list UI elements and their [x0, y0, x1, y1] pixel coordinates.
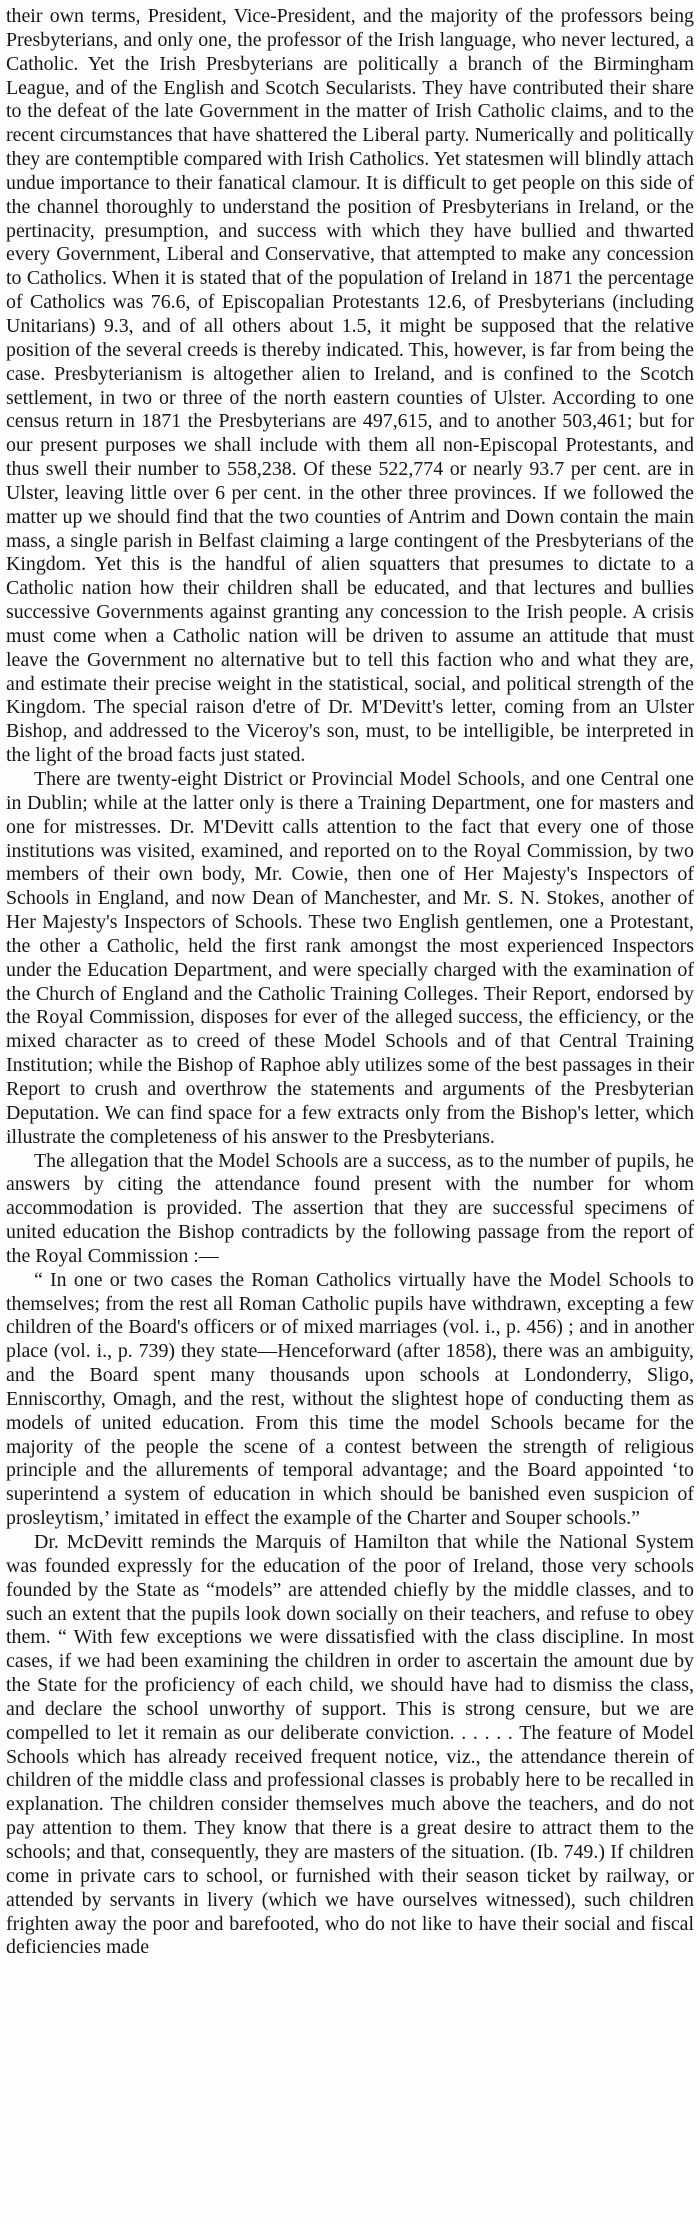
paragraph-middle-classes: Dr. McDevitt reminds the Marquis of Hamilton that while the National System was founded expressly for the education of the poor of Ireland, those very schools founded by the State as “models” are attended chiefly by the middle classes, and to such an extent that the pupils look down socially on their teachers, and refuse to obey them. “ With few exceptions we were dissatisfied with the class discipline. In most cases, if we had been examining the children in order to ascertain the amount due by the State for the proficiency of each child, we should have had to dismiss the class, and declare the school unworthy of support. This is strong censure, but we are compelled to let it remain as our deliberate conviction. . . . . . The feature of Model Schools which has already received frequent notice, viz., the attendance therein of children of the middle class and professional classes is probably here to be recalled in explanation. The children consider themselves much above the teachers, and do not pay attention to them. They know that there is a great desire to attract them to the schools; and that, consequently, they are masters of the situation. (Ib. 749.) If children come in private cars to school, or furnished with their season ticket by railway, or attended by servants in livery (which we have ourselves witnessed), such children frighten away the poor and barefooted, who do not like to have their social and fiscal deficiencies made	[6, 1531, 694, 1959]
paragraph-allegation-success: The allegation that the Model Schools are a success, as to the number of pupils, he answers by citing the attendance found present with the number for whom accommodation is provided. The assertion that they are successful specimens of united education the Bishop contradicts by the following passage from the report of the Royal Commission :—	[6, 1149, 694, 1267]
paragraph-royal-commission-quote: “ In one or two cases the Roman Catholics virtually have the Model Schools to themselves; from the rest all Roman Catholic pupils have withdrawn, excepting a few children of the Board's officers or of mixed marriages (vol. i., p. 456) ; and in another place (vol. i., p. 739) they state—Henceforward (after 1858), there was an ambiguity, and the Board spent many thousands upon schools at Londonderry, Sligo, Enniscorthy, Omagh, and the rest, without the slightest hope of conducting them as models of united education. From this time the model Schools became for the majority of the people the scene of a contest between the strength of religious principle and the allurements of temporal advantage; and the Board appointed ‘to superintend a system of education in which should be banished even suspicion of proslеytism,’ imitated in effect the example of the Charter and Souper schools.”	[6, 1268, 694, 1530]
paragraph-model-schools-report: There are twenty-eight District or Provincial Model Schools, and one Central one in Dublin; while at the latter only is there a Training Department, one for masters and one for mistresses. Dr. M'Devitt calls attention to the fact that every one of those institutions was visited, examined, and reported on to the Royal Commission, by two members of their own body, Mr. Cowie, then one of Her Majesty's Inspectors of Schools in England, and now Dean of Manchester, and Mr. S. N. Stokes, another of Her Majesty's Inspectors of Schools. These two English gentlemen, one a Protestant, the other a Catholic, held the first rank amongst the most experienced Inspectors under the Education Department, and were specially charged with the examination of the Church of England and the Catholic Training Colleges. Their Report, endorsed by the Royal Commission, disposes for ever of the alleged success, the efficiency, or the mixed character as to creed of these Model Schools and of that Central Training Institution; while the Bishop of Raphoe ably utilizes some of the best passages in their Report to crush and overthrow the statements and arguments of the Presbyterian Deputation. We can find space for a few extracts only from the Bishop's letter, which illustrate the completeness of his answer to the Presbyterians.	[6, 768, 694, 1148]
paragraph-presbyterian-position: their own terms, President, Vice-President, and the majority of the professors being Presbyterians, and only one, the professor of the Irish language, who never lectured, a Catholic. Yet the Irish Presbyterians are politically a branch of the Birmingham League, and of the English and Scotch Secularists. They have contributed their share to the defeat of the late Government in the matter of Irish Catholic claims, and to the recent circumstances that have shattered the Liberal party. Numerically and politically they are contemptible compared with Irish Catholics. Yet statesmen will blindly attach undue importance to their fanatical clamour. It is difficult to get people on this side of the channel thoroughly to understand the position of Presbyterians in Ireland, or the pertinacity, presumption, and success with which they have bullied and thwarted every Government, Liberal and Conservative, that attempted to make any concession to Catholics. When it is stated that of the population of Ireland in 1871 the percentage of Catholics was 76.6, of Episcopalian Protestants 12.6, of Presbyterians (including Unitarians) 9.3, and of all others about 1.5, it might be supposed that the relative position of the several creeds is thereby indicated. This, however, is far from being the case. Presbyterianism is altogether alien to Ireland, and is confined to the Scotch settlement, in two or three of the north eastern counties of Ulster. According to one census return in 1871 the Presbyterians are 497,615, and to another 503,461; but for our present purposes we shall include with them all non-Episcopal Protestants, and thus swell their number to 558,238. Of these 522,774 or nearly 93.7 per cent. are in Ulster, leaving little over 6 per cent. in the other three provinces. If we followed the matter up we should find that the two counties of Antrim and Down contain the main mass, a single parish in Belfast claiming a large contingent of the Presbyterians of the Kingdom. Yet this is the handful of alien squatters that presumes to dictate to a Catholic nation how their children shall be educated, and that lectures and bullies successive Governments against granting any concession to the Irish people. A crisis must come when a Catholic nation will be driven to assume an attitude that must leave the Government no alternative but to tell this faction who and what they are, and estimate their precise weight in the statistical, social, and political strength of the Kingdom. The special raison d'etre of Dr. M'Devitt's letter, coming from an Ulster Bishop, and addressed to the Viceroy's son, must, to be intelligible, be interpreted in the light of the broad facts just stated.	[6, 5, 694, 767]
